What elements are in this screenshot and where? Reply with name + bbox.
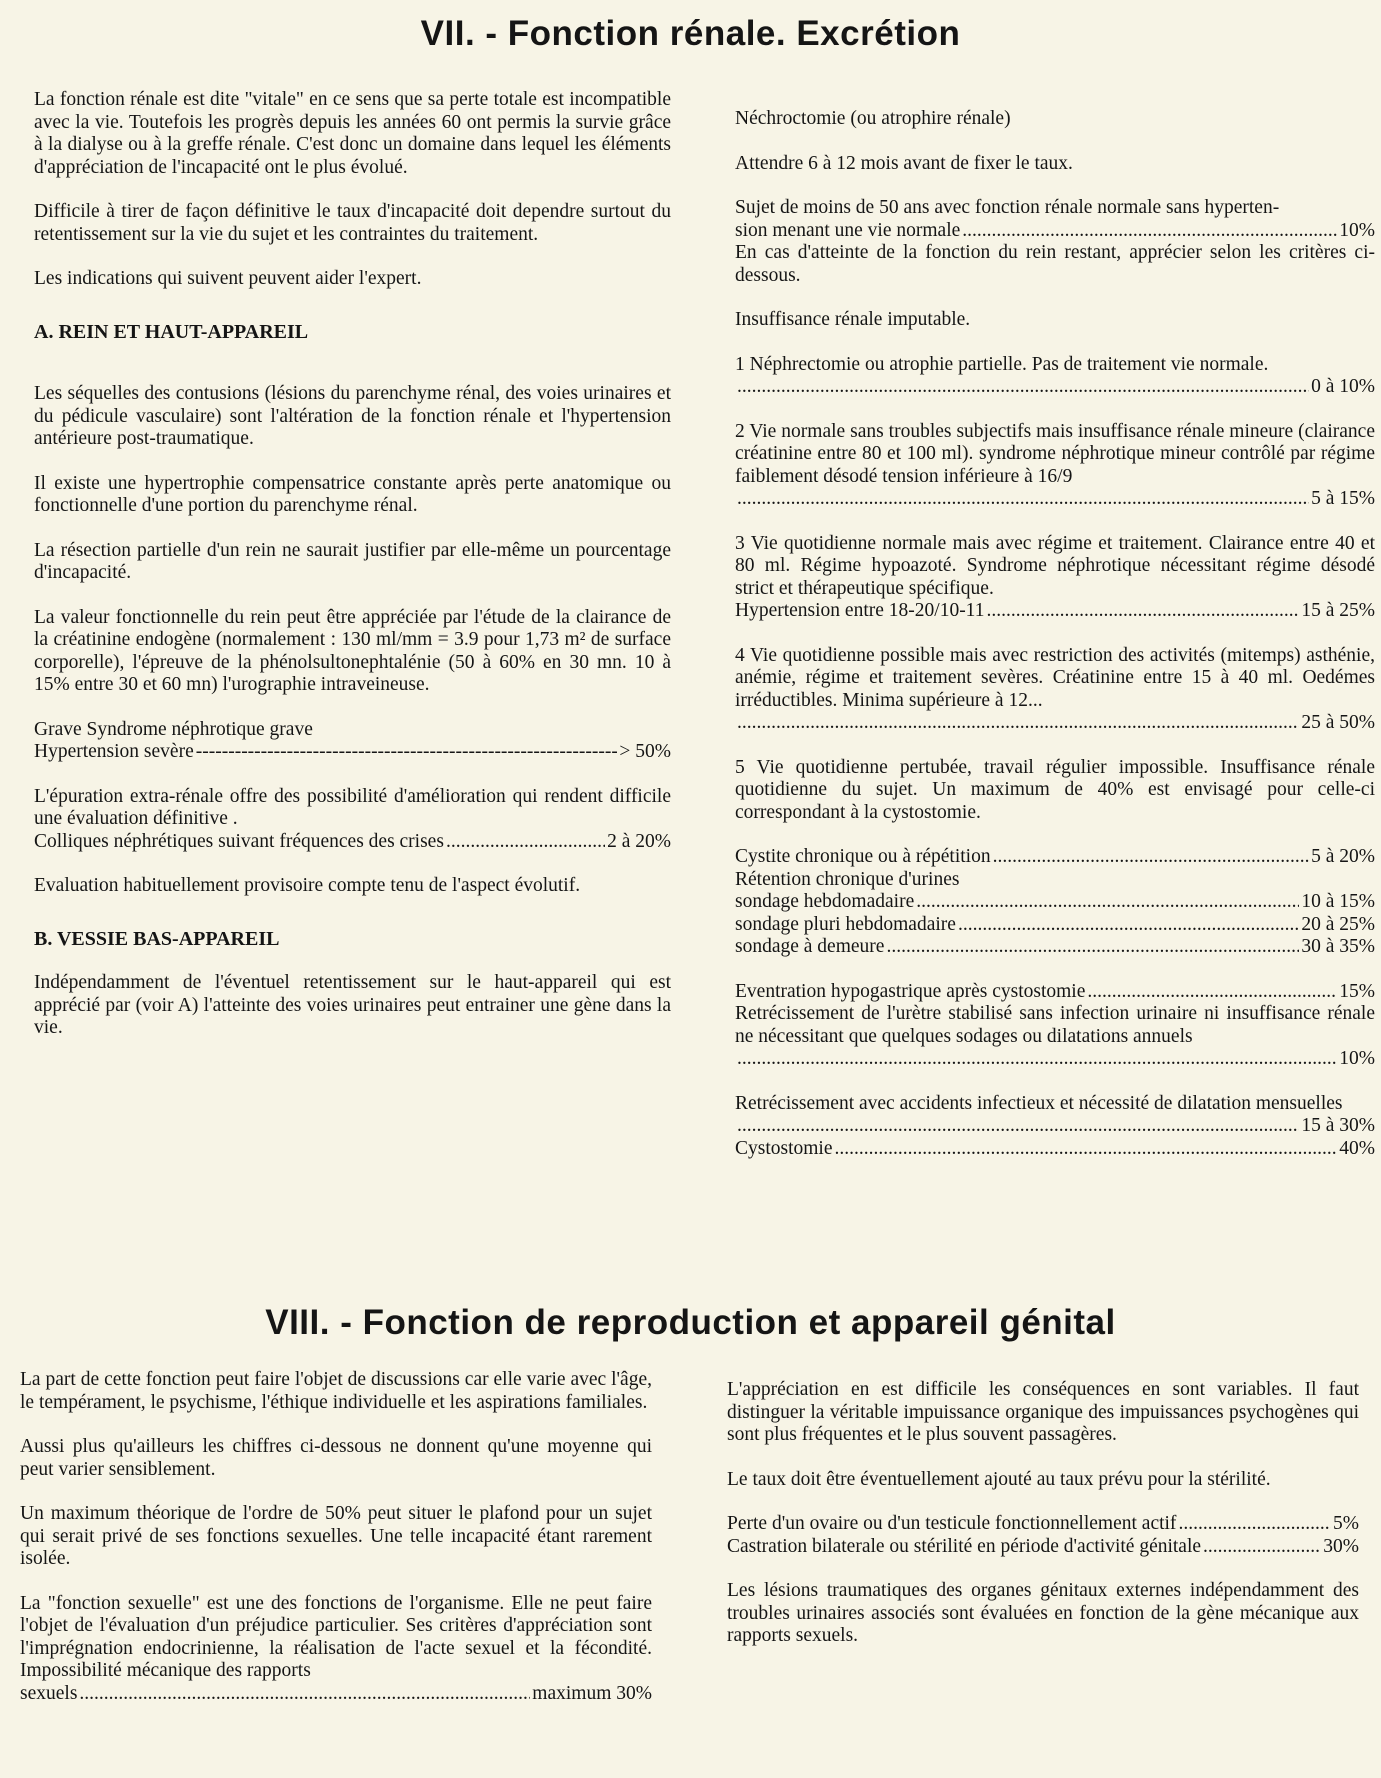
rate-value: > 50%: [619, 741, 671, 762]
section-7-right-column: [735, 108, 1375, 1182]
leader-dots: [986, 600, 1299, 623]
paragraph: Evaluation habituellement provisoire compte tenu de l'aspect évolutif.: [34, 875, 581, 896]
section-8-left-column: [20, 1369, 652, 1705]
rate-value: 25 à 50%: [1301, 712, 1375, 733]
entry-label: sexuels: [20, 1682, 78, 1704]
rate-value: 40%: [1339, 1137, 1375, 1159]
entry-label: Rétention chronique d'urines: [735, 868, 960, 890]
rate-entry: [34, 719, 671, 764]
entry-label: Grave Syndrome néphrotique grave: [34, 718, 313, 740]
subheading-b: B. VESSIE BAS-APPAREIL: [34, 927, 280, 950]
leader-dots: [737, 712, 1299, 735]
entry-label: sondage pluri hebdomadaire: [735, 913, 956, 935]
entry-label: sondage hebdomadaire: [735, 891, 915, 912]
rate-value: maximum 30%: [532, 1682, 652, 1704]
entry-label: 4 Vie quotidienne possible mais avec restriction des activités (mitemps) asthénie, anémie, régime et traitement sevères. Créatinine entre 15 à 40 ml. Oedémes irréductibles. Minima supérieure à 12...: [735, 644, 1375, 711]
paragraph: Les indications qui suivent peuvent aider l'expert.: [34, 268, 422, 289]
rate-value: 15%: [1339, 980, 1375, 1002]
section-8-right-column: [727, 1379, 1359, 1670]
entry-label: Cystostomie: [735, 1137, 833, 1159]
paragraph: Les lésions traumatiques des organes génitaux externes indépendamment des troubles urinaires associés sont évaluées en fonction de la gène mécanique aux rapports sexuels.: [727, 1580, 1359, 1646]
rate-entry: [735, 354, 1375, 399]
rate-value: 30 à 35%: [1301, 936, 1375, 957]
rate-list: [735, 981, 1375, 1071]
entry-label: Hypertension sevère: [34, 741, 194, 762]
rate-entry: [735, 533, 1375, 623]
rate-value: 5%: [1333, 1513, 1359, 1534]
paragraph: Un maximum théorique de l'ordre de 50% peut situer le plafond pour un sujet qui serait privé de ses fonctions sexuelles. Une telle incapacité étant rarement isolée.: [20, 1503, 652, 1569]
paragraph: La part de cette fonction peut faire l'objet de discussions car elle varie avec l'âge, le tempérament, le psychisme, l'éthique individuelle et les aspirations familiales.: [20, 1369, 652, 1413]
entry-label: Perte d'un ovaire ou d'un testicule fonctionnellement actif: [727, 1513, 1177, 1534]
rate-value: 15 à 30%: [1301, 1115, 1375, 1136]
rate-list: [735, 846, 1375, 959]
paragraph: Les séquelles des contusions (lésions du parenchyme rénal, des voies urinaires et du pédicule vasculaire) sont l'altération de la fonction rénale et l'hypertension antérieure post-traumatique.: [34, 383, 671, 449]
rate-value: 0 à 10%: [1311, 376, 1375, 397]
leader-dots: [737, 376, 1309, 399]
leader-dots: [1203, 1536, 1321, 1559]
paragraph: En cas d'atteinte de la fonction du rein restant, apprécier selon les critères ci-dessous.: [735, 242, 1375, 286]
paragraph: Difficile à tirer de façon définitive le taux d'incapacité doit dependre surtout du retentissement sur la vie du sujet et les contraintes du traitement.: [34, 201, 671, 245]
leader-dots: [79, 1683, 530, 1706]
leader-dots: [737, 488, 1309, 511]
entry-label: Cystite chronique ou à répétition: [735, 846, 991, 867]
paragraph: L'appréciation en est difficile les conséquences en sont variables. Il faut distinguer la véritable impuissance organique des impuissances psychogènes qui sont plus fréquentes et le plus souvent passagères.: [727, 1379, 1359, 1445]
entry-label: Retrécissement avec accidents infectieux et nécessité de dilatation mensuelles: [735, 1092, 1343, 1114]
rate-value: 30%: [1323, 1535, 1359, 1557]
entry-label: 2 Vie normale sans troubles subjectifs mais insuffisance rénale mineure (clairance créatinine entre 80 et 100 ml). syndrome néphrotique mineur contrôlé par régime faiblement désodé tension inférieure à 16/9: [735, 420, 1375, 487]
rate-entry: [34, 786, 671, 854]
rate-entry: [735, 421, 1375, 511]
paragraph: L'épuration extra-rénale offre des possibilité d'amélioration qui rendent difficile une évaluation définitive .: [34, 785, 671, 829]
leader-dots: [737, 1115, 1299, 1138]
leader-dots: [835, 1138, 1338, 1161]
rate-list: [735, 1093, 1375, 1161]
rate-value: 10%: [1339, 1048, 1375, 1069]
paragraph: La résection partielle d'un rein ne saurait justifier par elle-même un pourcentage d'incapacité.: [34, 539, 671, 583]
entry-label: Eventration hypogastrique après cystostomie: [735, 980, 1086, 1002]
leader-dots: [962, 220, 1337, 243]
paragraph: Néchroctomie (ou atrophire rénale): [735, 108, 1011, 129]
entry-label: 1 Néphrectomie ou atrophie partielle. Pas de traitement vie normale.: [735, 353, 1269, 375]
leader-dots: [737, 1048, 1337, 1071]
section-7-title: VII. - Fonction rénale. Excrétion: [420, 14, 961, 53]
leader-dots: [916, 891, 1299, 914]
paragraph: Aussi plus qu'ailleurs les chiffres ci-dessous ne donnent qu'une moyenne qui peut varier sensiblement.: [20, 1436, 652, 1480]
leader-dots: [1087, 981, 1337, 1004]
rate-value: 10%: [1339, 219, 1375, 241]
paragraph: 5 Vie quotidienne pertubée, travail régulier impossible. Insuffisance rénale quotidienne du sujet. Un maximum de 40% est envisagé pour celle-ci correspondant à la cystostomie.: [735, 756, 1375, 823]
paragraph: Le taux doit être éventuellement ajouté au taux prévu pour la stérilité.: [727, 1468, 1271, 1490]
rate-entry: Sujet de moins de 50 ans avec fonction rénale normale sans hyperten- sion menant une vie normale ..... 10% En cas d'atteinte de la fonction du rein restant, apprécier selon les critères ci-dessous.: [735, 197, 1375, 287]
entry-label: 3 Vie quotidienne normale mais avec régime et traitement. Clairance entre 40 et 80 ml. Régime hypoazoté. Syndrome néphrotique nécessitant régime désodé strict et thérapeutique spécifique.: [735, 532, 1375, 599]
subheading-a: A. REIN ET HAUT-APPAREIL: [34, 320, 309, 343]
rate-value: 5 à 20%: [1311, 846, 1375, 867]
paragraph: Insuffisance rénale imputable.: [735, 309, 971, 330]
paragraph: Attendre 6 à 12 mois avant de fixer le taux.: [735, 152, 1073, 174]
leader-dots: [446, 831, 605, 854]
leader-dots: [886, 936, 1299, 959]
leader-dots: [958, 914, 1299, 937]
rate-list: [727, 1513, 1359, 1558]
leader-dots: [1178, 1513, 1331, 1536]
rate-entry: [20, 1593, 652, 1706]
paragraph: La valeur fonctionnelle du rein peut être appréciée par l'étude de la clairance de la créatinine endogène (normalement : 130 ml/mm = 3.9 pour 1,73 m² de surface corporelle), l'épreuve de la phénolsultonephtalénie (50 à 60% en 30 mn. 10 à 15% entre 30 et 60 mn) l'urographie intraveineuse.: [34, 606, 671, 695]
rate-value: 10 à 15%: [1301, 891, 1375, 912]
entry-first-line: Sujet de moins de 50 ans avec fonction rénale normale sans hyperten-: [735, 197, 1280, 218]
paragraph: La "fonction sexuelle" est une des fonctions de l'organisme. Elle ne peut faire l'objet de l'évaluation d'un préjudice particulier. Ses critères d'appréciation sont l'imprégnation endocrinienne, la réalisation de l'acte sexuel et la fécondité. Impossibilité mécanique des rapports: [20, 1592, 652, 1681]
entry-label: Hypertension entre 18-20/10-11: [735, 600, 985, 621]
rate-value: 15 à 25%: [1301, 600, 1375, 621]
rate-value: 2 à 20%: [607, 830, 671, 852]
entry-label: sondage à demeure: [735, 936, 885, 957]
rate-value: 20 à 25%: [1301, 913, 1375, 935]
leader-dots: [993, 846, 1309, 869]
entry-label: Colliques néphrétiques suivant fréquences des crises: [34, 830, 444, 852]
paragraph: Indépendamment de l'éventuel retentissement sur le haut-appareil qui est apprécié par (voir A) l'atteinte des voies urinaires peut entrainer une gène dans la vie.: [34, 972, 671, 1038]
rate-value: 5 à 15%: [1311, 488, 1375, 509]
section-8-title: VIII. - Fonction de reproduction et appareil génital: [265, 1303, 1116, 1342]
rate-entry: [735, 645, 1375, 735]
paragraph: La fonction rénale est dite "vitale" en ce sens que sa perte totale est incompatible avec la vie. Toutefois les progrès depuis les années 60 ont permis la survie grâce à la dialyse ou à la greffe rénale. C'est donc un domaine dans lequel les éléments d'appréciation de l'incapacité ont le plus évolué.: [34, 89, 671, 178]
entry-label: Castration bilaterale ou stérilité en période d'activité génitale: [727, 1535, 1202, 1557]
leader-dashes: [196, 741, 618, 764]
paragraph: Il existe une hypertrophie compensatrice constante après perte anatomique ou fonctionnelle d'une portion du parenchyme rénal.: [34, 472, 671, 516]
section-7-left-column: [34, 89, 671, 1062]
entry-label: Retrécissement de l'urètre stabilisé sans infection urinaire ni insuffisance rénale ne nécessitant que quelques sodages ou dilatations annuels: [735, 1003, 1375, 1047]
